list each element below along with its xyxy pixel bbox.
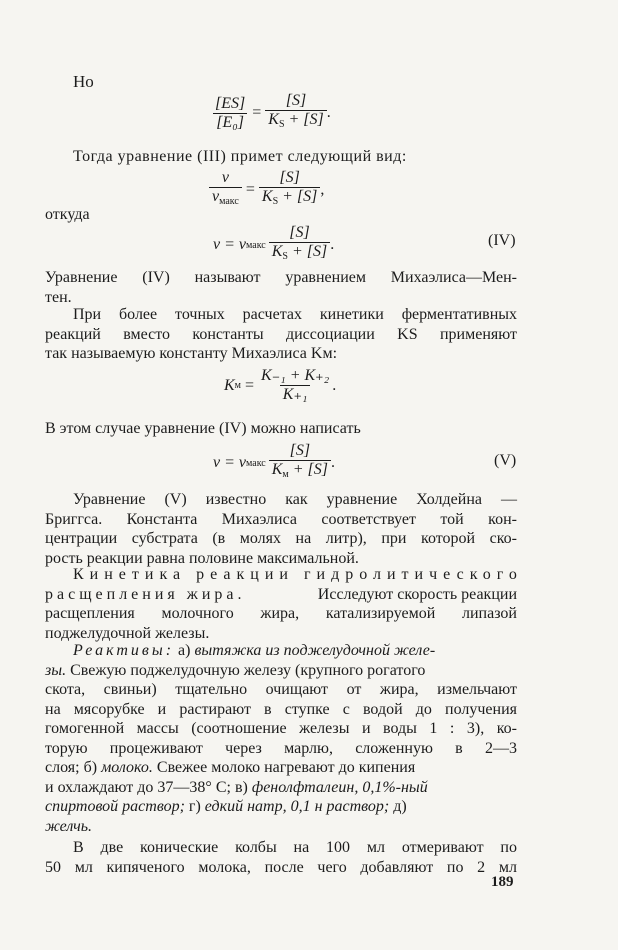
- lhs: v = v: [213, 236, 246, 253]
- lhs: K: [224, 376, 235, 394]
- text-line: слоя; б) молоко. Свежее молоко нагревают до кипения: [45, 759, 416, 776]
- equation-2: $\frac{v}{v_{макс}}$ = $\frac{[S]}{K_S + [S]}$ ,: [209, 170, 324, 210]
- text-line: рость реакции равна половине максимальной.: [45, 549, 359, 567]
- fraction-s-ks: [265, 93, 326, 133]
- fraction-s-km: [269, 443, 331, 483]
- reagents-heading: Реактивы:: [73, 642, 175, 659]
- text-run: Исследуют скорость реакции: [317, 585, 517, 603]
- numerator: [S]: [289, 442, 311, 459]
- denominator: K₊₁: [280, 385, 311, 403]
- numerator: [S]: [289, 224, 310, 241]
- punctuation: .: [326, 104, 331, 121]
- text-line: [45, 585, 517, 605]
- paragraph-6: [45, 838, 517, 877]
- intro-word: Но: [73, 72, 94, 91]
- text-line: В этом случае уравнение (IV) можно написать: [45, 420, 361, 437]
- paragraph-1: [45, 268, 517, 307]
- fraction-v-vmax: [209, 170, 242, 210]
- text-line: центрации субстрата (в молях на литр), при которой ско-: [45, 530, 517, 547]
- text-line: так называемую константу Михаэлиса Kм:: [45, 345, 338, 362]
- paragraph-3: [45, 490, 517, 568]
- denominator: $K_S + [S]$: [259, 187, 320, 210]
- denominator: $K_м + [S]$: [269, 460, 331, 483]
- text-line: Тогда уравнение (III) примет следующий вид:: [73, 148, 407, 165]
- text-line: В две конические колбы на 100 мл отмеривают по: [73, 839, 517, 856]
- paragraph-5: [45, 641, 517, 836]
- text-line: торую процеживают через марлю, сложенную в 2—3: [45, 739, 517, 757]
- text-line: Бриггса. Константа Михаэлиса соответствует той кон-: [45, 510, 517, 528]
- text-line: тен.: [45, 288, 72, 306]
- fraction-km: [258, 368, 332, 403]
- punctuation: .: [332, 376, 337, 394]
- section-heading: Кинетика реакции гидролитического: [73, 566, 523, 583]
- text-line: поджелудочной железы.: [45, 624, 210, 642]
- equation-number-v: (V): [494, 452, 517, 469]
- text-line: и охлаждают до 37—38° С; в) фенолфталеин, 0,1%-ный: [45, 778, 428, 796]
- paragraph-4: [45, 565, 523, 643]
- text-line: спиртовой раствор; г) едкий натр, 0,1 н раствор; д): [45, 798, 407, 815]
- numerator: K₋₁ + K₊₂: [261, 367, 330, 384]
- numerator: [S]: [285, 92, 307, 109]
- denominator: $v_{макс}$: [209, 187, 242, 210]
- text-line: Уравнение (IV) называют уравнением Михаэлиса—Мен-: [45, 269, 517, 286]
- punctuation: ,: [320, 181, 325, 198]
- text-line: 50 мл кипяченого молока, после чего добавляют по 2 мл: [45, 858, 517, 876]
- equation-4: K м = $\frac{\text{K₋₁ + K₊₂}}{\text{K₊₁}}$ .: [224, 367, 337, 403]
- text-line: расщепления молочного жира, катализируемой липазой: [45, 605, 517, 622]
- text-line: желчь.: [45, 817, 93, 835]
- equation-5: v = v макс $\frac{[S]}{K_м + [S]}$ .: [213, 443, 335, 483]
- text-line: Реактивы: а) вытяжка из поджелудочной желе-: [73, 642, 436, 659]
- page-number: 189: [491, 874, 514, 890]
- text-line: реакций вместо константы диссоциации KS применяют: [45, 325, 517, 343]
- denominator: $K_S + [S]$: [269, 242, 330, 265]
- text-line: При более точных расчетах кинетики ферментативных: [73, 306, 517, 323]
- equation-number-iv: (IV): [488, 232, 516, 249]
- section-heading: расщепления жира.: [45, 585, 246, 603]
- paragraph-2: [45, 305, 517, 364]
- numerator: [S]: [279, 169, 300, 186]
- denominator: [E₀]: [213, 113, 247, 131]
- equation-1: $\frac{[ES]}{\text{[E₀]}}$ = $\frac{[S]}{K_S + [S]}$ .: [212, 93, 331, 133]
- text-line: скота, свиньи) тщательно очищают от жира, измельчают: [45, 681, 517, 698]
- lhs: v = v: [213, 454, 246, 471]
- numerator: v: [221, 169, 229, 186]
- text-word: откуда: [45, 206, 90, 223]
- numerator: [ES]: [215, 94, 246, 112]
- denominator: $K_S + [S]$: [265, 110, 326, 133]
- punctuation: .: [331, 454, 335, 471]
- fraction-s-ks: [269, 225, 330, 265]
- equation-3: v = v макс $\frac{[S]}{K_S + [S]}$ .: [213, 225, 334, 265]
- text-line: зы. Свежую поджелудочную железу (крупного рогатого: [45, 661, 426, 679]
- text-line: гомогенной массы (соотношение железы и воды 1 : 3), ко-: [45, 720, 517, 737]
- text-line: на мясорубке и растирают в ступке с водой до получения: [45, 700, 517, 718]
- fraction-s-ks: [259, 170, 320, 210]
- punctuation: .: [330, 236, 335, 253]
- fraction-es-e0: [212, 96, 248, 131]
- text-line: Уравнение (V) известно как уравнение Холдейна —: [73, 491, 517, 508]
